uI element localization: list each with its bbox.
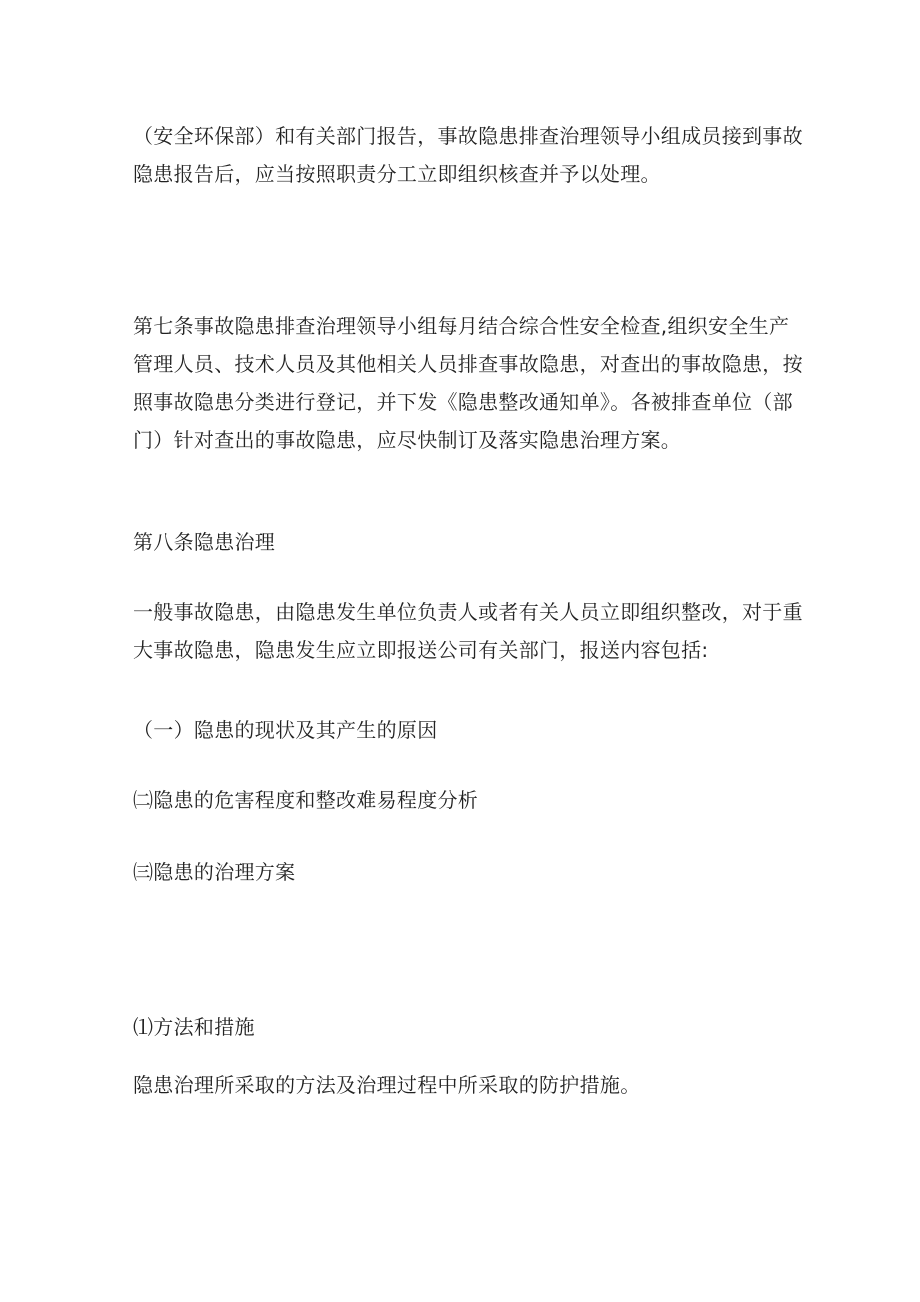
text-line: 门）针对查出的事故隐患，应尽快制订及落实隐患治理方案。 <box>133 428 682 452</box>
text-line: 照事故隐患分类进行登记，并下发《隐患整改通知单》。各被排查单位（部 <box>133 390 793 414</box>
text-line: （一）隐患的现状及其产生的原因 <box>133 718 438 742</box>
text-line: ⑴方法和措施 <box>133 1015 255 1039</box>
text-line: 第八条隐患治理 <box>133 530 276 554</box>
subheading-methods <box>133 1008 803 1046</box>
text-line: 第七条事故隐患排查治理领导小组每月结合综合性安全检查,组织安全生产 <box>133 314 790 338</box>
list-item-3 <box>133 853 803 891</box>
list-item-1 <box>133 711 803 749</box>
text-line: 管理人员、技术人员及其他相关人员排查事故隐患，对查出的事故隐患，按 <box>133 352 803 376</box>
paragraph-report-handling <box>133 117 803 193</box>
text-line: （安全环保部）和有关部门报告，事故隐患排查治理领导小组成员接到事故 <box>133 124 803 148</box>
paragraph-general-hazard <box>133 593 803 669</box>
text-line: ㈢隐患的治理方案 <box>133 860 296 884</box>
text-line: 大事故隐患，隐患发生应立即报送公司有关部门，报送内容包括: <box>133 638 709 662</box>
text-line: 隐患报告后，应当按照职责分工立即组织核查并予以处理。 <box>133 162 661 186</box>
list-item-2 <box>133 781 803 819</box>
paragraph-methods <box>133 1066 803 1104</box>
text-line: ㈡隐患的危害程度和整改难易程度分析 <box>133 788 479 812</box>
paragraph-article-7 <box>133 307 803 459</box>
text-line: 一般事故隐患，由隐患发生单位负责人或者有关人员立即组织整改，对于重 <box>133 600 803 624</box>
heading-article-8 <box>133 523 803 561</box>
text-line: 隐患治理所采取的方法及治理过程中所采取的防护措施。 <box>133 1073 641 1097</box>
